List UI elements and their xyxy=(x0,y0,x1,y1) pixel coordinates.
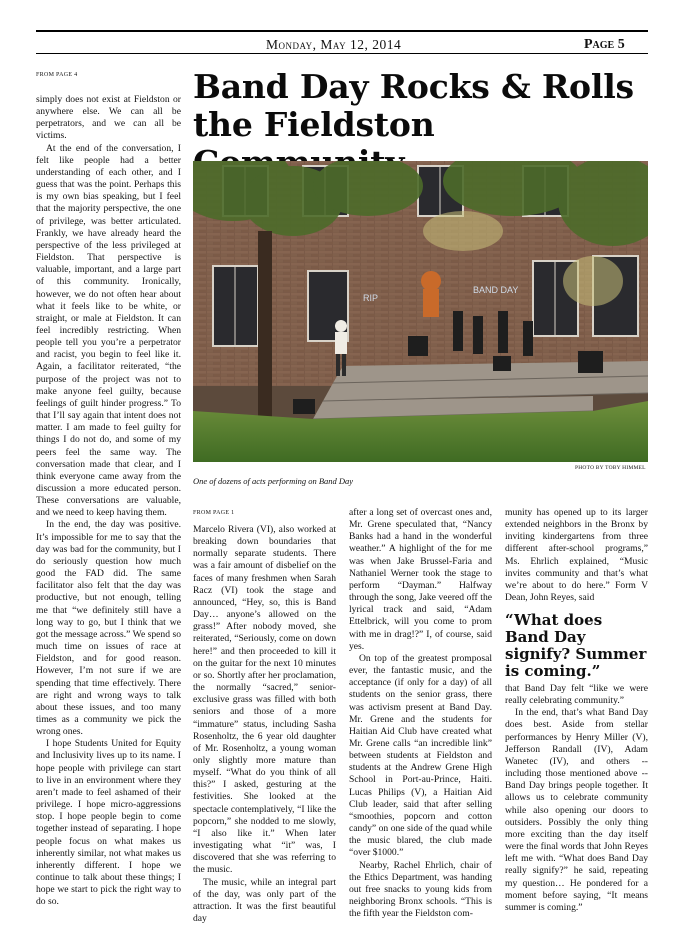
article-kicker: FROM PAGE 1 xyxy=(193,510,235,516)
article-paragraph: Marcelo Rivera (VI), also worked at breaking down boundaries that normally separate students. There was a fair amount of disbelief on the faces of many freshmen when Sarah Racz (VI) took the stage and announced, “Hey, so, this is Band Day… anyone’s allowed on the grass!” After nobody moved, she reiterated, “Seriously, come on down here!” and then proceeded to kill it on the guitar for the next 10 minutes or so. Shortly after her proclamation, the normally “sacred,” senior-exclusive grass was filled with both seniors and those of a more “immature” status, including Sasha Rosenholtz, the 6 year old daughter of Mr. Rosenholtz, a young woman only slightly more mature than myself. “What do you think of all this?” I asked, gesturing at the festivities. She looked at the spectacle contemplatively, “I like the popcorn,” she nodded to me slowly, “I also like it.” When later investigating what “it” was, I discovered that she was referring to the music. xyxy=(193,524,336,876)
band-day-photo-illustration xyxy=(193,161,648,462)
band-day-photo xyxy=(193,161,648,462)
header-bottom-rule xyxy=(36,53,648,54)
photo-credit: PHOTO BY TOBY HIMMEL xyxy=(575,465,646,471)
article-paragraph: In the end, that’s what Band Day does best. Aside from stellar performances by Henry Miller (V), Jefferson Randall (IV), Adam Wanetec (IV), and others -- including those mentioned above -- Band Day brings people together. It allows us to celebrate community while also opening our doors to outsiders. Possibly the only thing more exciting than the day itself were the final words that John Reyes left me with. “What does Band Day really signify?” he said, repeating my question… He pondered for a moment before saying, “It means summer is coming.” xyxy=(505,707,648,913)
article-column-3-bottom xyxy=(505,683,648,914)
svg-text:RIP: RIP xyxy=(363,293,379,303)
article-headline: Band Day Rocks & Rolls the Fieldston xyxy=(193,67,634,144)
article-column-1 xyxy=(193,524,336,925)
left-paragraph: At the end of the conversation, I felt like people had a better understanding of each other, and I guess that was the point. Perhaps this is my own bias speaking, but I feel that the majority perspective, the one of privilege, was better articulated. Frankly, we have already heard the perspective of the less privileged at Fieldston. That perspective is valuable, important, and a large part of this community. Ironically, however, we do not often hear about what it feels like to be white, or straight, or male at Fieldston. It can feel incredibly restricting. When people tell you you’re a perpetrator and racist, you begin to feel like it. Again, a facilitator reiterated, “the purpose of the project was not to make anyone feel guilty, because feelings of guilt hinder progress.” To that I’ll say again that intent does not matter. I am made to feel guilty for things I do not do, and some of my peers feel the same way. The conversation made that clear, and I think everyone came away from the discussion a more educated person. These conversations are valuable, and we need to keep having them. xyxy=(36,142,181,519)
left-column-kicker: FROM PAGE 4 xyxy=(36,72,78,78)
left-paragraph: simply does not exist at Fieldston or anywhere else. We can all be perpetrators, and we can all be victims. xyxy=(36,94,181,142)
article-column-2 xyxy=(349,507,492,920)
page-number: Page 5 xyxy=(584,37,625,52)
svg-text:BAND DAY: BAND DAY xyxy=(473,285,519,295)
article-paragraph: Nearby, Rachel Ehrlich, chair of the Ethics Department, was handing out free snacks to young kids from neighboring Bronx schools. “This is the fifth year the Fieldston com- xyxy=(349,859,492,920)
article-paragraph: The music, while an integral part of the day, was only part of the attraction. It was the first beautiful day xyxy=(193,876,336,924)
article-column-3-top xyxy=(505,507,648,604)
photo-caption: One of dozens of acts performing on Band Day xyxy=(193,476,354,486)
article-paragraph: munity has opened up to its larger extended neighbors in the Bronx by inviting kindergartens from three different after-school programs,” Ms. Ehrlich explained, “Music invites community and that’s what we’re about to do here.” Form V Dean, John Reyes, said xyxy=(505,507,648,604)
left-paragraph: I hope Students United for Equity and Inclusivity lives up to its name. I hope people with privilege can start to live in an environment where they aren’t made to feel ashamed of their privilege. I hope micro-aggressions stop. I hope people begin to come together instead of separating. I hope people focus on what makes us inherently similar, not what makes us inherently different. I hope we continue to talk about these things; I hope we start to pick the right way to do so. xyxy=(36,738,181,908)
header-top-rule xyxy=(36,30,648,32)
article-paragraph: that Band Day felt “like we were really celebrating community.” xyxy=(505,683,648,707)
article-paragraph: after a long set of overcast ones and, Mr. Grene speculated that, “Nancy Banks had a hand in the wonderful weather.” A highlight of the for me was when Jake Brussel-Faria and Nathaniel Werner took the stage to perform “Dayman.” Halfway through the song, Jake veered off the lyrical track and said, “Adam Ettelbrick, will you come to prom with me in drag!?” I, of course, said yes. xyxy=(349,507,492,652)
left-paragraph: In the end, the day was positive. It’s impossible for me to say that the day was bad for the community, but I do seriously question how much good the FAD did. The same facilitator also felt that the day was productive, but not enough, telling me that “we definitely still have a long way to go, but I think that we got the message across.” We spend so much time on issues of race at Fieldston, and for good reason. However, I’m not sure if we are spending that time effectively. There are right and wrong ways to talk about these issues, and too many times as a community we pick the wrong ones. xyxy=(36,519,181,738)
article-paragraph: On top of the greatest promposal ever, the fantastic music, and the acceptance (if only for a day) of all students on the senior grass, there was activism present at Band Day. Mr. Grene and the students for Haitian Aid Club have created what Mr. Grene calls “an incredible link” between students at Fieldston and students at the Andrew Grene High School in Port-au-Prince, Haiti. Lucas Philips (V), a Haitian Aid Club leader, said that after selling “smoothies, popcorn and cotton candy” on one side of the quad while the music blared, the club made “over $1000.” xyxy=(349,652,492,859)
pull-quote: “What does Band Day signify? Summer is coming.” xyxy=(505,611,647,680)
left-column-text xyxy=(36,94,181,908)
issue-date: Monday, May 12, 2014 xyxy=(266,37,402,52)
